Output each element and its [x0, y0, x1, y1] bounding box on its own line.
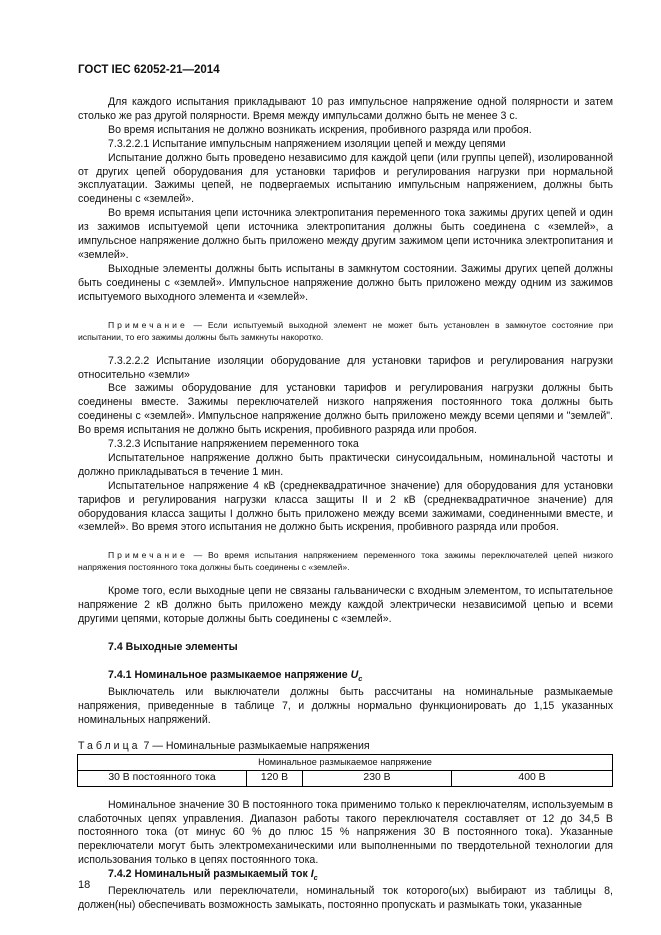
page-content — [78, 96, 613, 913]
paragraph: Выходные элементы должны быть испытаны в замкнутом состоянии. Зажимы других цепей должны быть соединены с «землей». Импульсное напряжение должно быть приложено между одним из зажимов испытуемого выходного элемента и «землей». — [78, 262, 613, 303]
table-header-row — [78, 754, 613, 770]
section-heading-7-4-1: 7.4.1 Номинальное размыкаемое напряжение $U_c$ — [108, 669, 363, 684]
section-heading-7-4-2: 7.4.2 Номинальный размыкаемый ток $I_c$ — [108, 868, 318, 883]
table-header-cell: Номинальное размыкаемое напряжение — [78, 754, 613, 770]
paragraph: Кроме того, если выходные цепи не связаны гальванически с входным элементом, то испытательное напряжение 2 кВ должно быть приложено между каждой электрически независимой цепью и всеми другими цепями, которые должны быть соединены с «землей». — [78, 585, 613, 626]
document-header: ГОСТ IEC 62052-21—2014 — [78, 64, 220, 76]
note — [78, 319, 613, 343]
page-number: 18 — [78, 879, 91, 891]
paragraph: Номинальное значение 30 В постоянного тока применимо только к переключателям, используемым в слаботочных цепях управления. Диапазон работы такого переключателя составляет от 12 до 34,5 В постоянного тока (от минус 60 % до плюс 15 % напряжения 30 В постоянного тока). Указанные переключатели могут быть электромеханическими или выполненными по твердотельной технологии для использования только в цепях постоянного тока. — [78, 798, 613, 867]
paragraph: Испытательное напряжение должно быть практически синусоидальным, номинальной частоты и должно прикладываться в течение 1 мин. — [78, 451, 613, 478]
note-label: Примечание — [108, 550, 188, 561]
section-heading-7-3-2-2-1: 7.3.2.2.1 Испытание импульсным напряжением изоляции цепей и между цепями — [108, 137, 506, 150]
paragraph: Испытательное напряжение 4 кВ (среднеквадратичное значение) для оборудования для установки тарифов и регулирования нагрузки класса защиты II и 2 кВ (среднеквадратичное значение) для оборудования класса защиты I должно быть приложено между всеми зажимами, соединенными вместе, и «землей». Во время этого испытания не должно быть искрения, пробивного разряда или пробоя. — [78, 479, 613, 534]
paragraph: Во время испытания цепи источника электропитания переменного тока зажимы других цепей и один из зажимов испытуемой цепи источника электропитания должны быть соединена с «землей», а импульсное напряжение должно быть приложено между другим зажимом цепи источника электропитания и «землей». — [78, 207, 613, 261]
note-text: — Во время испытания напряжением переменного тока зажимы переключателей цепей низкого напряжения постоянного тока должны быть соединены с «землей». — [78, 550, 613, 573]
paragraph: Во время испытания не должно возникать искрения, пробивного разряда или пробоя. — [108, 123, 532, 136]
paragraph: Выключатель или выключатели должны быть рассчитаны на номинальные размыкаемые напряжения, приведенные в таблице 7, и должны нормально функционировать до 1,15 указанных номинальных напряжений. — [78, 686, 613, 726]
table-7 — [77, 754, 613, 787]
table-cell: 120 В — [247, 770, 303, 786]
table-cell: 30 В постоянного тока — [78, 770, 247, 786]
table-cell: 230 В — [303, 770, 452, 786]
paragraph: Переключатель или переключатели, номинальный ток которого(ых) выбирают из таблицы 8, должен(ны) обеспечивать возможность замыкать, постоянно пропускать и размыкать токи, указанные — [78, 885, 613, 912]
paragraph: Все зажимы оборудование для установки тарифов и регулирования нагрузки должны быть соединены вместе. Зажимы переключателей низкого напряжения постоянного тока должны быть соединены с «землей». Импульсное напряжение должно быть приложено между всеми цепями и "землей". Во время испытания не должно быть искрения, пробивного разряда или пробоя. — [78, 382, 613, 437]
table-cell: 400 В — [452, 770, 613, 786]
section-heading-7-3-2-3: 7.3.2.3 Испытание напряжением переменного тока — [108, 438, 359, 451]
table-row — [78, 770, 613, 786]
note — [78, 549, 613, 573]
table-caption: Таблица 7 — Номинальные размыкаемые напряжения — [78, 739, 370, 752]
paragraph: Для каждого испытания прикладывают 10 раз импульсное напряжение одной полярности и затем столько же раз другой полярности. Время между импульсами должно быть не менее 3 с. — [78, 96, 613, 122]
paragraph: Испытание должно быть проведено независимо для каждой цепи (или группы цепей), изолированной от других цепей оборудования для установки тарифов и регулирования нагрузки при нормальной эксплуатации. Зажимы цепей, не подвергаемых испытанию импульсным напряжением, должны быть соединены с «землей». — [78, 151, 613, 206]
note-text: — Если испытуемый выходной элемент не может быть установлен в замкнутое состояние при испытании, то его зажимы должны быть замкнуты накоротко. — [78, 319, 613, 342]
note-label: Примечание — [108, 319, 188, 330]
section-heading-7-3-2-2-2: 7.3.2.2.2 Испытание изоляции оборудование для установки тарифов и регулирования нагрузки относительно «земли» — [78, 354, 613, 381]
section-heading-7-4: 7.4 Выходные элементы — [108, 641, 238, 654]
